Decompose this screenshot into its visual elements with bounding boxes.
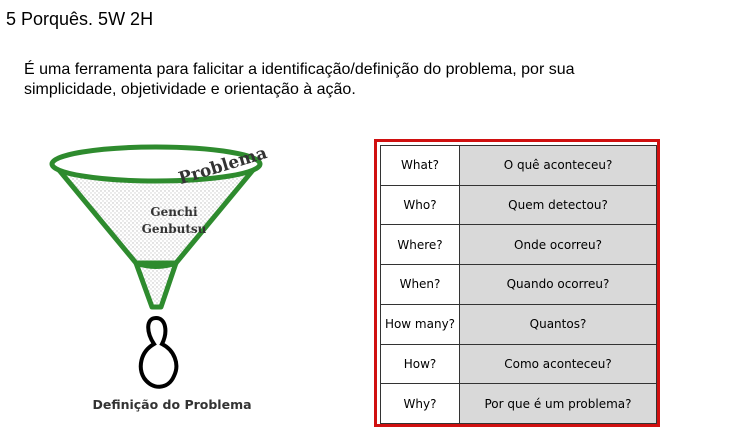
table-row (381, 146, 657, 186)
table-row (381, 304, 657, 344)
slide-title: 5 Porquês. 5W 2H (6, 9, 154, 29)
question-cell: Where? (381, 225, 460, 265)
5w2h-table-frame (374, 139, 660, 427)
5w2h-table (380, 145, 657, 424)
question-cell: What? (381, 146, 460, 186)
answer-cell: Quando ocorreu? (460, 265, 657, 305)
answer-cell: Quantos? (460, 304, 657, 344)
funnel-bottom-label: Definição do Problema (92, 397, 252, 412)
question-cell: When? (381, 265, 460, 305)
funnel-top-label: Problema (176, 143, 270, 190)
funnel-inner-label-2: Genbutsu (141, 222, 207, 236)
table-row (381, 344, 657, 384)
funnel-diagram (40, 118, 300, 428)
answer-cell: Onde ocorreu? (460, 225, 657, 265)
question-cell: Who? (381, 185, 460, 225)
table-row (381, 185, 657, 225)
question-cell: Why? (381, 384, 460, 424)
answer-cell: Quem detectou? (460, 185, 657, 225)
question-cell: How? (381, 344, 460, 384)
funnel-inner-label-1: Genchi (150, 205, 198, 219)
answer-cell: Por que é um problema? (460, 384, 657, 424)
answer-cell: O quê aconteceu? (460, 146, 657, 186)
funnel-stem (136, 263, 176, 307)
table-row (381, 225, 657, 265)
answer-cell: Como aconteceu? (460, 344, 657, 384)
droplet-icon (141, 318, 177, 387)
table-row (381, 384, 657, 424)
slide-description: É uma ferramenta para falicitar a identificação/definição do problema, por sua simplicidade, objetividade e orientação à ação. (24, 61, 575, 98)
table-row (381, 265, 657, 305)
question-cell: How many? (381, 304, 460, 344)
